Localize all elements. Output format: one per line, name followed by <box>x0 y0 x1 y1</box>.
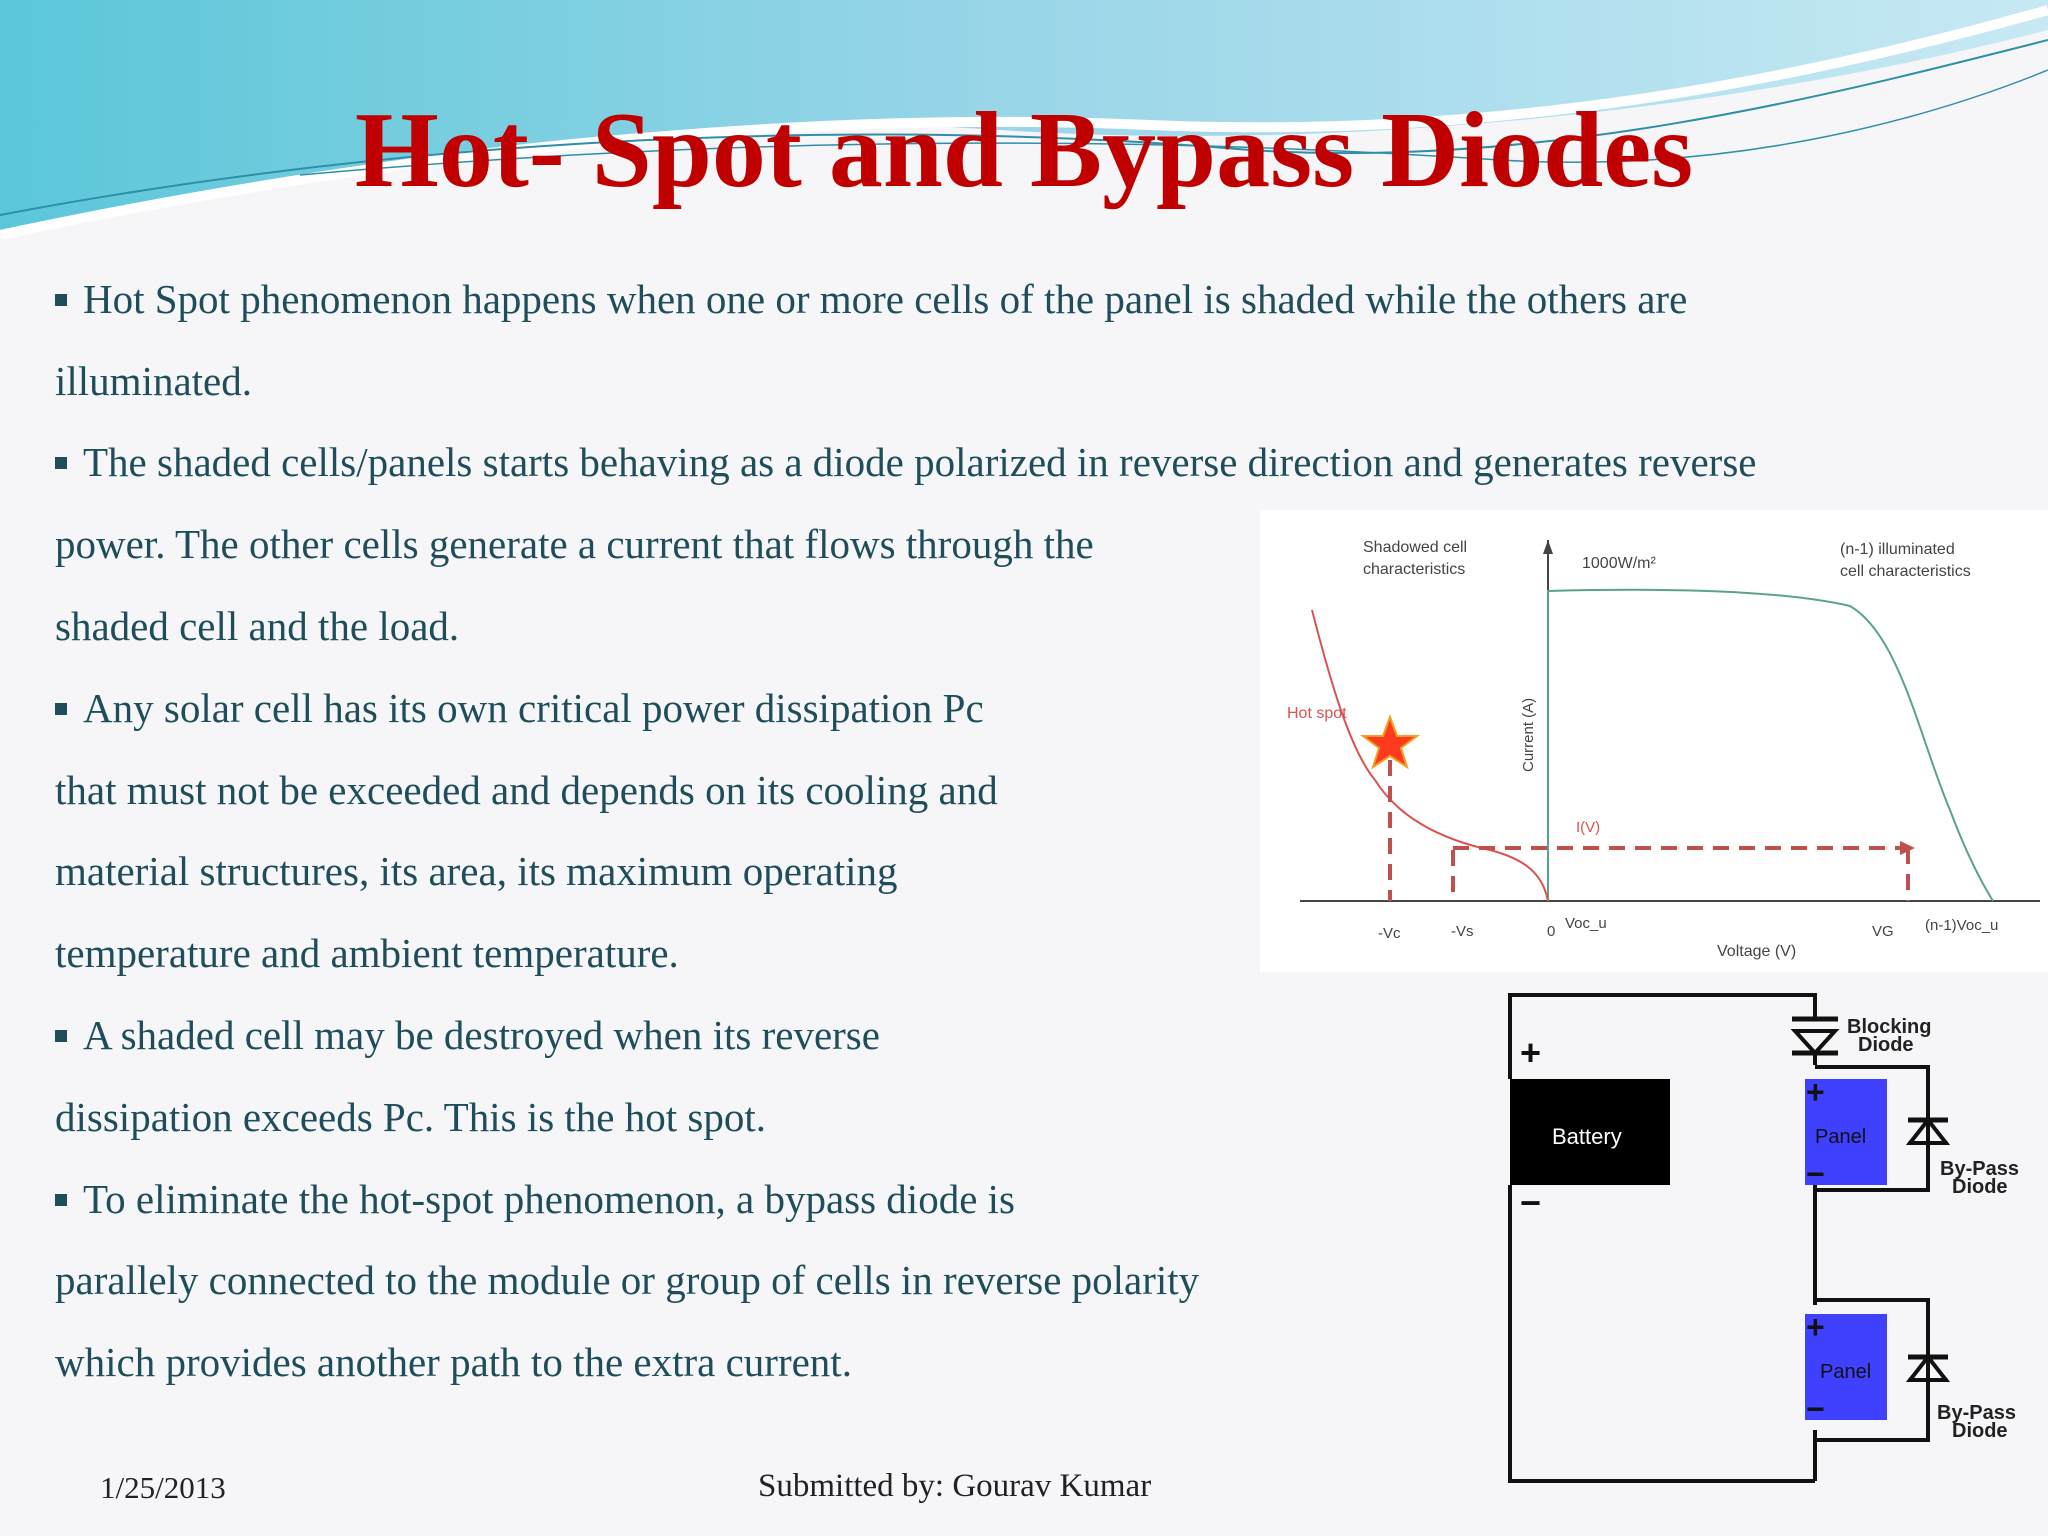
battery-label: Battery <box>1552 1124 1622 1149</box>
bullet-line <box>55 276 1688 322</box>
square-bullet-icon <box>55 457 67 469</box>
bullet-line <box>55 685 984 731</box>
illuminated-cell-curve <box>1548 590 1993 901</box>
text-line <box>55 930 679 976</box>
blocking-diode-icon <box>1792 1019 1838 1053</box>
bypass-diode-1-label-2: Diode <box>1952 1176 2008 1198</box>
square-bullet-icon <box>55 703 67 715</box>
text-line <box>55 1094 766 1140</box>
current-axis-label: Current (A) <box>1520 697 1537 772</box>
bullet-line <box>55 439 1757 485</box>
line-text: which provides another path to the extra current. <box>55 1339 852 1385</box>
battery-plus-symbol: + <box>1520 1032 1542 1073</box>
current-axis-arrow-icon <box>1543 540 1553 554</box>
tick-label-voc-u: Voc_u <box>1565 915 1607 932</box>
line-text: power. The other cells generate a current that flows through the <box>55 521 1094 567</box>
bypass-diode-2-label-1: By-Pass <box>1937 1402 2016 1424</box>
blocking-diode-label-1: Blocking <box>1847 1016 1932 1038</box>
bypass-diode-1-label-1: By-Pass <box>1940 1158 2019 1180</box>
tick-label-vc: -Vc <box>1378 925 1401 942</box>
shadowed-label-line1: Shadowed cell <box>1363 539 1468 556</box>
text-line <box>55 1339 852 1385</box>
line-text: that must not be exceeded and depends on its cooling and <box>55 767 998 813</box>
line-text: A shaded cell may be destroyed when its reverse <box>83 1012 880 1058</box>
text-line <box>55 521 1094 567</box>
line-text: parallely connected to the module or group of cells in reverse polarity <box>55 1257 1200 1303</box>
bullet-line <box>55 1012 880 1058</box>
line-text: To eliminate the hot-spot phenomenon, a bypass diode is <box>83 1176 1015 1222</box>
tick-label-vs: -Vs <box>1451 923 1474 940</box>
text-line <box>55 1257 1200 1303</box>
shadowed-label-line2: characteristics <box>1363 561 1466 578</box>
square-bullet-icon <box>55 1194 67 1206</box>
line-text: Hot Spot phenomenon happens when one or more cells of the panel is shaded while the others are <box>83 276 1688 322</box>
square-bullet-icon <box>55 1030 67 1042</box>
panel-2-plus-symbol: + <box>1806 1309 1825 1345</box>
line-text: The shaded cells/panels starts behaving as a diode polarized in reverse direction and generates reverse <box>83 439 1757 485</box>
footer-author: Submitted by: Gourav Kumar <box>758 1468 1152 1504</box>
illuminated-label-line2: cell characteristics <box>1840 563 1971 580</box>
illuminated-label-line1: (n-1) illuminated <box>1840 541 1955 558</box>
line-text: material structures, its area, its maximum operating <box>55 848 898 894</box>
blocking-diode-label-2: Diode <box>1858 1034 1914 1056</box>
slide-title: Hot- Spot and Bypass Diodes <box>354 91 1694 210</box>
bypass-circuit-diagram <box>1490 975 2040 1495</box>
footer-date: 1/25/2013 <box>100 1470 226 1505</box>
text-line <box>55 767 998 813</box>
hot-spot-label: Hot spot <box>1287 705 1347 722</box>
panel-1-plus-symbol: + <box>1806 1074 1825 1110</box>
shadowed-cell-curve <box>1312 610 1548 901</box>
irradiance-label: 1000W/m² <box>1582 555 1656 572</box>
line-text: dissipation exceeds Pc. This is the hot spot. <box>55 1094 766 1140</box>
panel-2-label: Panel <box>1820 1361 1872 1383</box>
tick-label-vg: VG <box>1872 923 1894 940</box>
bypass-diode-2-label-2: Diode <box>1952 1420 2008 1442</box>
voltage-axis-label: Voltage (V) <box>1717 943 1797 960</box>
panel-2-minus-symbol: − <box>1806 1391 1825 1427</box>
panel-1-label: Panel <box>1815 1126 1867 1148</box>
panel-1-minus-symbol: − <box>1806 1156 1825 1192</box>
iv-label: I(V) <box>1576 819 1601 836</box>
text-line <box>55 358 252 404</box>
line-text: shaded cell and the load. <box>55 603 460 649</box>
tick-label-zero: 0 <box>1547 923 1556 940</box>
line-text: temperature and ambient temperature. <box>55 930 679 976</box>
tick-label-n1-voc: (n-1)Voc_u <box>1925 917 1999 934</box>
iv-characteristic-diagram <box>1260 510 2048 972</box>
text-line <box>55 603 460 649</box>
line-text: illuminated. <box>55 358 252 404</box>
text-line <box>55 848 898 894</box>
hot-spot-star-icon <box>1363 717 1417 767</box>
battery-minus-symbol: − <box>1520 1182 1542 1223</box>
line-text: Any solar cell has its own critical power dissipation Pc <box>83 685 984 731</box>
bullet-line <box>55 1176 1015 1222</box>
square-bullet-icon <box>55 294 67 306</box>
